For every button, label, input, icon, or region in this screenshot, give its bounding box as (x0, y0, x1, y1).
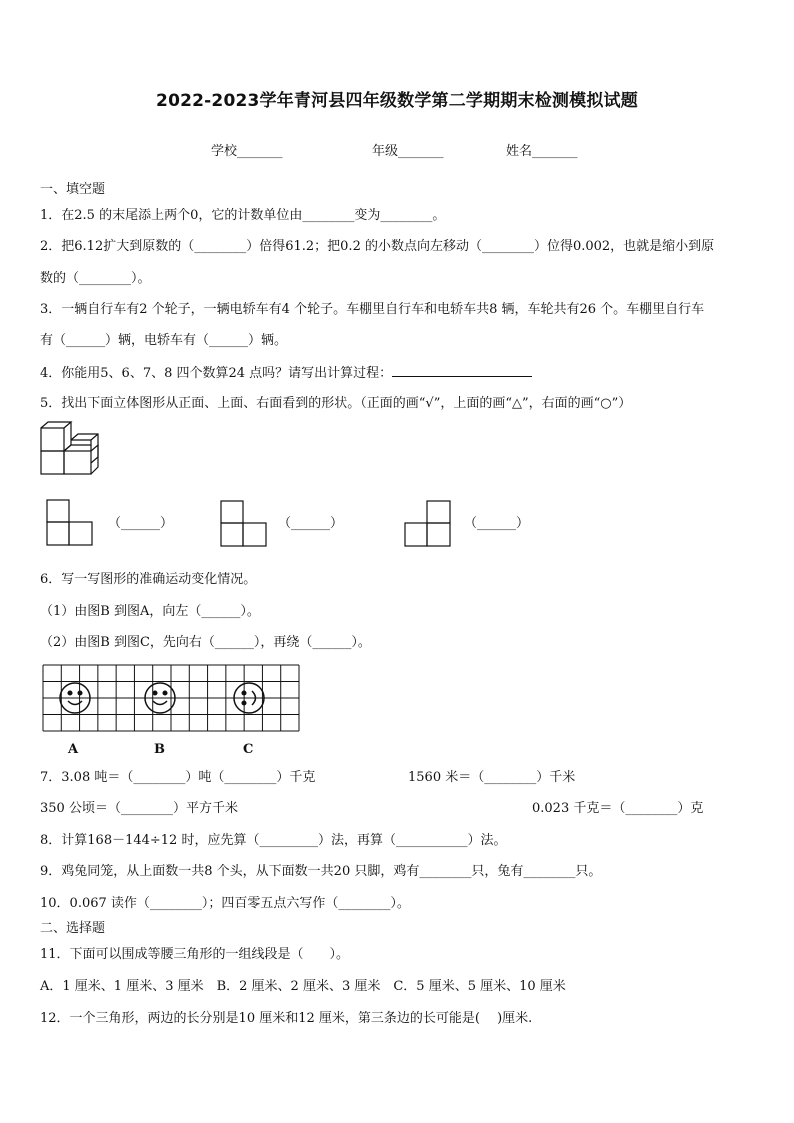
question-5: 5．找出下面立体图形从正面、上面、右面看到的形状。（正面的画“√”，上面的画“△”，右面的画“○”） (40, 396, 632, 411)
smiley-grid-figure (42, 664, 300, 732)
question-6: 6．写一写图形的准确运动变化情况。 (40, 572, 257, 587)
section-choice-heading: 二、选择题 (40, 921, 106, 936)
question-11-options[interactable]: A．1 厘米、1 厘米、3 厘米 B．2 厘米、2 厘米、3 厘米 C．5 厘米、5 厘米、10 厘米 (40, 979, 566, 994)
question-2-line-1: 2．把6.12扩大到原数的（________）倍得61.2；把0.2 的小数点向左移动（________）位得0.002，也就是缩小到原 (40, 239, 715, 254)
figure-label-c: C (243, 742, 254, 757)
view-3-answer[interactable]: （______） (464, 516, 530, 531)
figure-label-a: A (68, 742, 79, 757)
view-1-answer[interactable]: （______） (108, 516, 174, 531)
grade-field[interactable]: 年级_______ (372, 144, 444, 159)
question-12: 12．一个三角形，两边的长分别是10 厘米和12 厘米，第三条边的长可能是( )厘米. (40, 1011, 533, 1026)
question-4 (40, 364, 532, 383)
question-7-part-a: 7．3.08 吨＝（________）吨（________）千克 (40, 770, 316, 785)
figure-label-b: B (154, 742, 165, 757)
view-shape-2 (220, 500, 268, 548)
view-shape-3 (404, 500, 452, 548)
question-2-line-2: 数的（________）。 (40, 271, 151, 286)
page-title: 2022-2023学年青河县四年级数学第二学期期末检测模拟试题 (156, 91, 638, 111)
question-9: 9．鸡兔同笼，从上面数一共8 个头，从下面数一共20 只脚，鸡有________只，兔有________只。 (40, 864, 602, 879)
question-11: 11．下面可以围成等腰三角形的一组线段是（ ）。 (40, 947, 350, 962)
name-field[interactable]: 姓名_______ (506, 144, 578, 159)
question-7-part-b: 1560 米＝（________）千米 (408, 770, 576, 785)
question-6-part-1: （1）由图B 到图A，向左（______）。 (40, 604, 260, 619)
question-10: 10．0.067 读作（________）；四百零五点六写作（________）。 (40, 896, 410, 911)
question-1: 1．在2.5 的末尾添上两个0，它的计数单位由________变为________。 (40, 208, 446, 223)
question-3-line-2: 有（______）辆，电轿车有（______）辆。 (40, 333, 288, 348)
section-fill-heading: 一、填空题 (40, 182, 106, 197)
school-field[interactable]: 学校_______ (211, 144, 283, 159)
question-8: 8．计算168－144÷12 时，应先算（_________）法，再算（___________）法。 (40, 833, 507, 848)
question-7-part-c: 350 公顷＝（________）平方千米 (40, 801, 238, 816)
question-4-text: 4．你能用5、6、7、8 四个数算24 点吗？请写出计算过程： (40, 366, 393, 381)
question-3-line-1: 3．一辆自行车有2 个轮子，一辆电轿车有4 个轮子。车棚里自行车和电轿车共8 辆，车轮共有26 个。车棚里自行车 (40, 302, 705, 317)
question-6-part-2: （2）由图B 到图C，先向右（______），再绕（______）。 (40, 635, 371, 650)
cube-solid-figure (40, 421, 102, 477)
question-7-part-d: 0.023 千克＝（________）克 (532, 801, 704, 816)
answer-line[interactable] (392, 364, 532, 377)
view-2-answer[interactable]: （______） (278, 516, 344, 531)
view-shape-1 (46, 499, 94, 547)
